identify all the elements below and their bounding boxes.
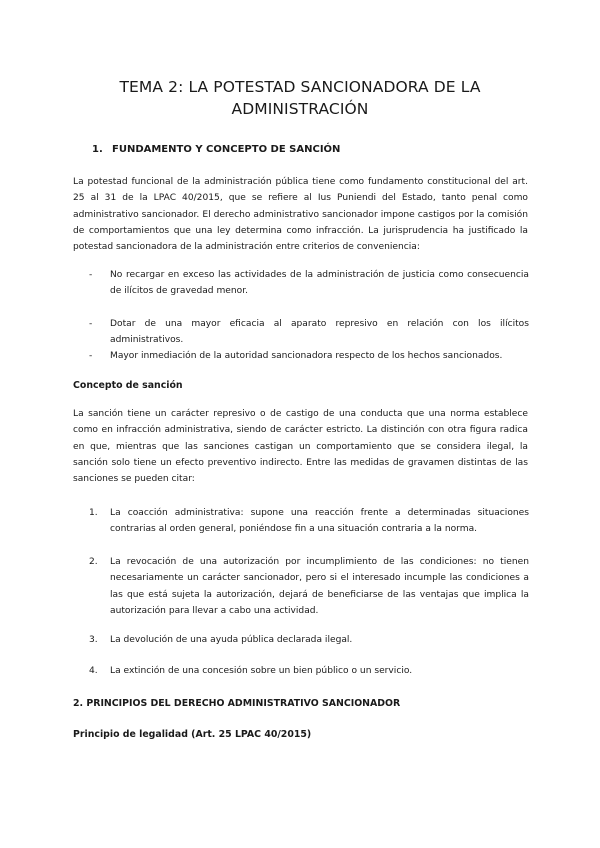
bullet-item (89, 348, 529, 364)
item-text: La devolución de una ayuda pública declarada ilegal. (110, 635, 353, 645)
numbered-item (89, 554, 529, 619)
document-title-line-1: TEMA 2: LA POTESTAD SANCIONADORA DE LA (119, 78, 481, 96)
section-1-number: 1. (92, 144, 103, 155)
item-text: La extinción de una concesión sobre un bien público o un servicio. (110, 666, 413, 676)
numbered-item (89, 632, 529, 648)
numbered-item (89, 663, 529, 679)
concepto-paragraph: La sanción tiene un carácter represivo o de castigo de una conducta que una norma establece como en infracción administrativa, siendo de carácter estricto. La distinción con otra figura radica en que, mientras que las sanciones castigan un comportamiento que se considera ilegal, la sanción solo tiene un efecto preventivo indirecto. Entre las medidas de gravamen distintas de las sanciones se pueden citar: (73, 409, 528, 485)
bullet-text: No recargar en exceso las actividades de la administración de justicia como consecuencia de ilícitos de gravedad menor. (110, 270, 529, 297)
bullet-item (89, 267, 529, 300)
section-1-heading (92, 143, 340, 157)
item-number: 1. (89, 508, 98, 518)
bullet-item (89, 316, 529, 349)
bullet-dash: - (89, 270, 93, 280)
document-title-line-2: ADMINISTRACIÓN (231, 100, 369, 118)
item-text: La revocación de una autorización por incumplimiento de las condiciones: no tienen necesariamente un carácter sancionador, pero si el interesado incumple las condiciones a las que está sujeta la autorización, dejará de beneficiarse de las ventajas que implica la autorización para llevar a cabo una actividad. (110, 557, 529, 616)
bullet-text: Dotar de una mayor eficacia al aparato represivo en relación con los ilícitos administrativos. (110, 319, 529, 346)
bullet-dash: - (89, 319, 93, 329)
item-number: 4. (89, 666, 98, 676)
section-2-heading: 2. PRINCIPIOS DEL DERECHO ADMINISTRATIVO SANCIONADOR (73, 698, 401, 709)
item-text: La coacción administrativa: supone una reacción frente a determinadas situaciones contrarias al orden general, poniéndose fin a una situación contraria a la norma. (110, 508, 529, 535)
section-1-paragraph: La potestad funcional de la administración pública tiene como fundamento constitucional del art. 25 al 31 de la LPAC 40/2015, que se refiere al Ius Puniendi del Estado, tanto penal como administrativo sancionador. El derecho administrativo sancionador impone castigos por la comisión de comportamientos que una ley determina como infracción. La jurisprudencia ha justificado la potestad sancionadora de la administración entre criterios de conveniencia: (73, 177, 528, 253)
bullet-dash: - (89, 351, 93, 361)
item-number: 3. (89, 635, 98, 645)
principio-legalidad-heading: Principio de legalidad (Art. 25 LPAC 40/2015) (73, 729, 312, 740)
section-1-heading-text: FUNDAMENTO Y CONCEPTO DE SANCIÓN (112, 144, 341, 155)
item-number: 2. (89, 557, 98, 567)
numbered-item (89, 505, 529, 538)
concepto-heading: Concepto de sanción (73, 380, 183, 391)
bullet-text: Mayor inmediación de la autoridad sancionadora respecto de los hechos sancionados. (110, 351, 503, 361)
